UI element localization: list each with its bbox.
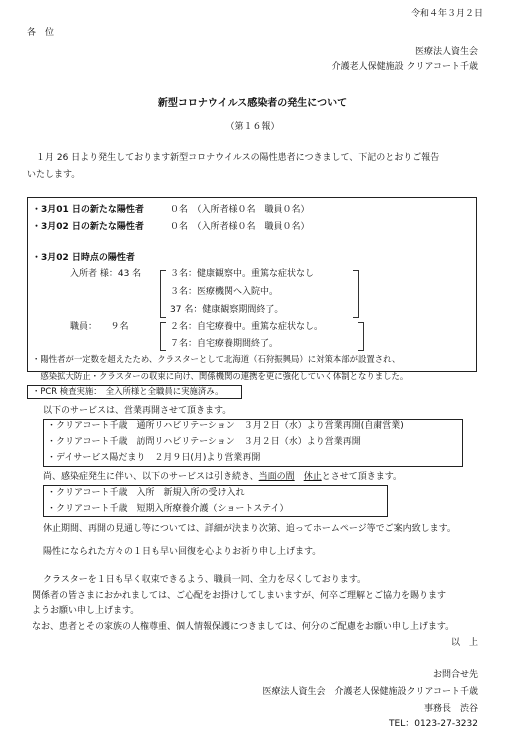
- residents-bracket-right: [353, 270, 359, 318]
- new-cases-0102-label: ・3月02 日の新たな陽性者: [32, 222, 144, 232]
- sender-org: 医療法人資生会: [414, 47, 478, 57]
- reopen-item-1: ・クリアコート千歳 通所リハビリテーション ３月２日（水）より営業再開(自粛営業): [47, 421, 404, 431]
- intro-line-1: １月 26 日より発生しております新型コロナウイルスの陽性患者につきまして、下記のとおりご報告: [27, 153, 440, 163]
- closed-intro-underline-1: 当面の間: [258, 472, 295, 482]
- paragraph-3: クラスターを１日も早く収束できるよう、職員一同、全力を尽くしております。: [43, 575, 367, 585]
- reopen-intro: 以下のサービスは、営業再開させて頂きます。: [43, 406, 232, 416]
- document-date: 令和４年３月２日: [411, 9, 484, 19]
- new-cases-0101-value: ０名 （入所者様０名 職員０名）: [170, 205, 310, 215]
- contact-label: お問合せ先: [432, 670, 478, 680]
- reopen-item-3: ・デイサービス陽だまり ２月９日(月)より営業再開: [47, 453, 261, 463]
- closed-item-1: ・クリアコート千歳 入所 新規入所の受け入れ: [47, 488, 245, 498]
- paragraph-2: 陽性になられた方々の１日も早い回復を心よりお祈り申し上げます。: [43, 547, 322, 557]
- document-title: 新型コロナウイルス感染者の発生について: [157, 98, 348, 109]
- paragraph-4a: 関係者の皆さまにおかれましては、ご心配をお掛けしてしまいますが、何卒ご理解とご協力を賜ります: [32, 591, 447, 601]
- status-heading: ・3月02 日時点の陽性者: [32, 253, 135, 263]
- residents-bracket-left: [160, 270, 166, 318]
- new-cases-0101-label: ・3月01 日の新たな陽性者: [32, 205, 144, 215]
- closed-item-2: ・クリアコート千歳 短期入所療養介護（ショートステイ）: [47, 504, 289, 514]
- addressee: 各 位: [27, 28, 55, 38]
- staff-bracket-left: [160, 322, 166, 351]
- contact-tel: TEL：0123-27-3232: [389, 719, 478, 729]
- residents-label: 入所者 様：43 名: [70, 269, 142, 279]
- staff-item-2: ７名：自宅療養期間終了。: [170, 339, 279, 349]
- closing: 以 上: [450, 638, 478, 648]
- pcr-note: ・PCR 検査実施： 全入所様と全職員に実施済み。: [32, 386, 224, 396]
- paragraph-1: 休止期間、再開の見通し等については、詳細が決まり次第、追ってホームページ等でご案内致します。: [43, 524, 456, 534]
- contact-org: 医療法人資生会 介護老人保健施設クリアコート千歳: [262, 687, 478, 697]
- residents-item-2: ３名：医療機関へ入院中。: [170, 287, 279, 297]
- reopen-item-2: ・クリアコート千歳 訪問リハビリテーション ３月２日（水）より営業再開: [47, 437, 361, 447]
- paragraph-4b: ようお願い申し上げます。: [32, 606, 140, 616]
- new-cases-0102-value: ０名 （入所者様０名 職員０名）: [170, 222, 310, 232]
- contact-person: 事務長 渋谷: [423, 704, 478, 714]
- cluster-note-1: ・陽性者が一定数を超えたため、クラスターとして北海道（石狩振興局）に対策本部が設置され、: [32, 354, 401, 364]
- report-number: （第１６報）: [225, 122, 280, 132]
- staff-bracket-right: [358, 322, 364, 351]
- staff-label: 職員： ９名: [70, 322, 129, 332]
- sender-facility: 介護老人保健施設 クリアコート千歳: [331, 62, 478, 72]
- intro-line-2: いたします。: [27, 170, 81, 180]
- paragraph-5: なお、患者とその家族の人権尊重、個人情報保護につきましては、何分のご配慮をお願い申し上げます。: [32, 622, 455, 632]
- closed-intro: 尚、感染症発生に伴い、以下のサービスは引き続き、当面の間 休止とさせて頂きます。: [43, 472, 402, 482]
- staff-item-1: ２名：自宅療養中。重篤な症状なし。: [170, 322, 324, 332]
- cluster-note-2: 感染拡大防止・クラスターの収束に向け、関係機関の連携を更に強化していく体制となりました。: [32, 371, 409, 381]
- residents-item-1: ３名：健康観察中。重篤な症状なし: [170, 269, 315, 279]
- closed-intro-underline-2: 休止: [303, 472, 322, 482]
- residents-item-3: 37 名：健康観察期間終了。: [170, 305, 284, 315]
